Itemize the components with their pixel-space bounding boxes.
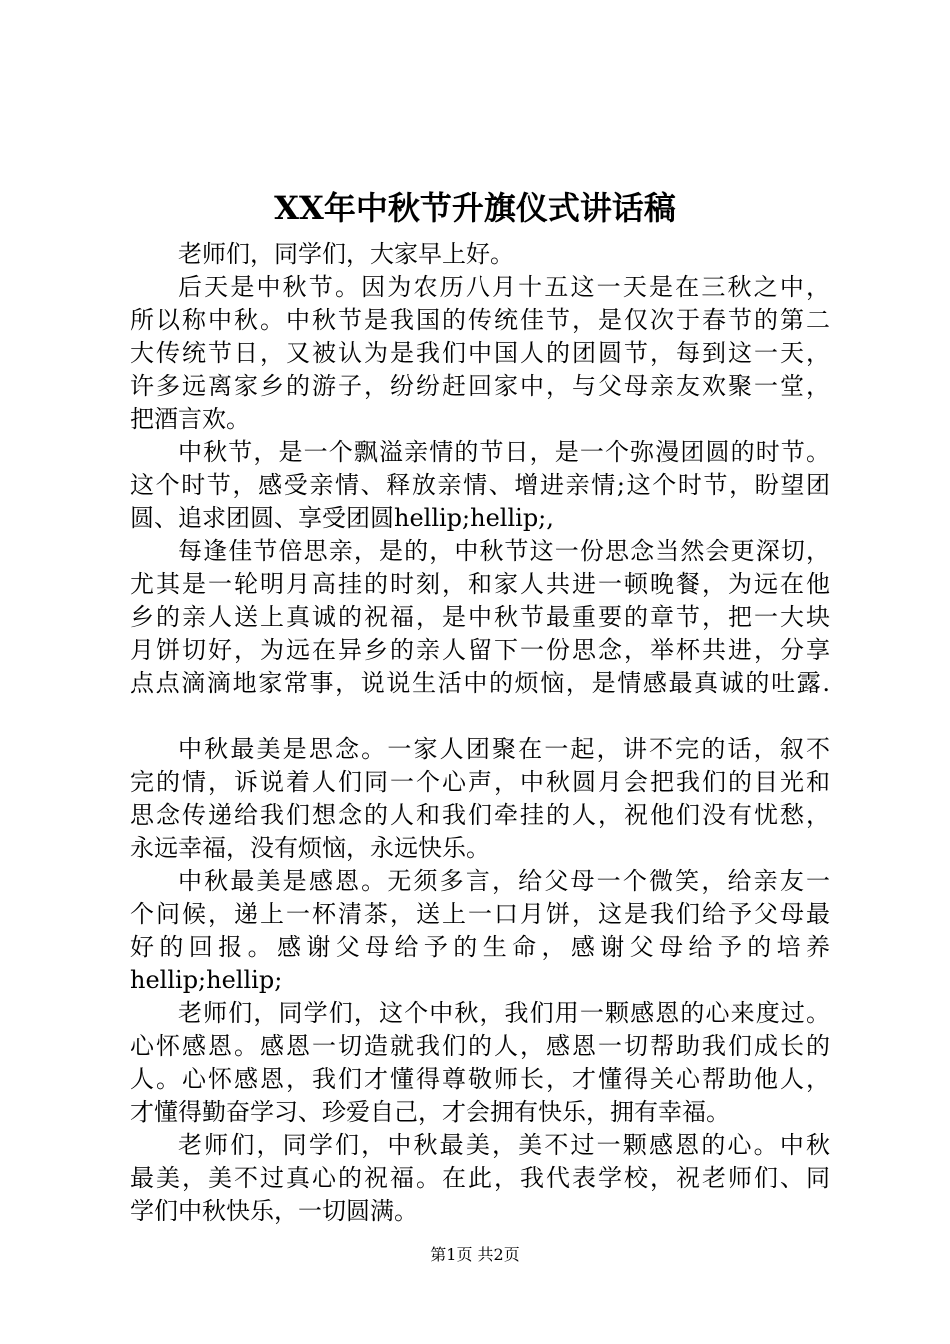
text-line: 思念传递给我们想念的人和我们牵挂的人，祝他们没有忧愁， — [130, 801, 830, 829]
text-line: 个问候，递上一杯清茶，送上一口月饼，这是我们给予父母最 — [130, 900, 830, 928]
text-line: 后天是中秋节。因为农历八月十五这一天是在三秋之中， — [178, 273, 830, 301]
text-line: 每逢佳节倍思亲，是的，中秋节这一份思念当然会更深切， — [178, 537, 830, 565]
text-line: 中秋最美是思念。一家人团聚在一起，讲不完的话，叙不 — [178, 735, 830, 763]
text-line: 乡的亲人送上真诚的祝福，是中秋节最重要的章节，把一大块 — [130, 603, 830, 631]
text-line: 圆、追求团圆、享受团圆hellip;hellip;, — [130, 504, 554, 532]
text-line: 永远幸福，没有烦恼，永远快乐。 — [130, 834, 490, 862]
text-line: 人。心怀感恩，我们才懂得尊敬师长，才懂得关心帮助他人， — [130, 1065, 830, 1093]
text-line: 老师们，同学们，中秋最美，美不过一颗感恩的心。中秋 — [178, 1131, 830, 1159]
text-line: 完的情，诉说着人们同一个心声，中秋圆月会把我们的目光和 — [130, 768, 830, 796]
text-line: hellip;hellip; — [130, 966, 283, 994]
text-line: 老师们，同学们，大家早上好。 — [178, 240, 514, 268]
page-number-footer: 第1页 共2页 — [430, 1245, 520, 1264]
text-line: 学们中秋快乐，一切圆满。 — [130, 1197, 418, 1225]
text-line: 把酒言欢。 — [130, 405, 250, 433]
text-line: 老师们，同学们，这个中秋，我们用一颗感恩的心来度过。 — [178, 999, 830, 1027]
text-line: 许多远离家乡的游子，纷纷赶回家中，与父母亲友欢聚一堂， — [130, 372, 830, 400]
text-line: 中秋节，是一个飘溢亲情的节日，是一个弥漫团圆的时节。 — [178, 438, 830, 466]
text-line: 大传统节日，又被认为是我们中国人的团圆节，每到这一天， — [130, 339, 830, 367]
text-line: 这个时节，感受亲情、释放亲情、增进亲情;这个时节，盼望团 — [130, 471, 830, 499]
text-line: 月饼切好，为远在异乡的亲人留下一份思念，举杯共进，分享 — [130, 636, 830, 664]
text-line: 所以称中秋。中秋节是我国的传统佳节，是仅次于春节的第二 — [130, 306, 830, 334]
text-line: 才懂得勤奋学习、珍爱自己，才会拥有快乐，拥有幸福。 — [130, 1098, 730, 1126]
text-line: 最美，美不过真心的祝福。在此，我代表学校，祝老师们、同 — [130, 1164, 830, 1192]
text-line: 尤其是一轮明月高挂的时刻，和家人共进一顿晚餐，为远在他 — [130, 570, 830, 598]
text-line: 点点滴滴地家常事，说说生活中的烦恼，是情感最真诚的吐露. — [130, 669, 830, 697]
text-line: 中秋最美是感恩。无须多言，给父母一个微笑，给亲友一 — [178, 867, 830, 895]
document-title: XX年中秋节升旗仪式讲话稿 — [274, 189, 676, 227]
text-line: 好的回报。感谢父母给予的生命，感谢父母给予的培养 — [130, 933, 830, 961]
text-line: 心怀感恩。感恩一切造就我们的人，感恩一切帮助我们成长的 — [130, 1032, 830, 1060]
